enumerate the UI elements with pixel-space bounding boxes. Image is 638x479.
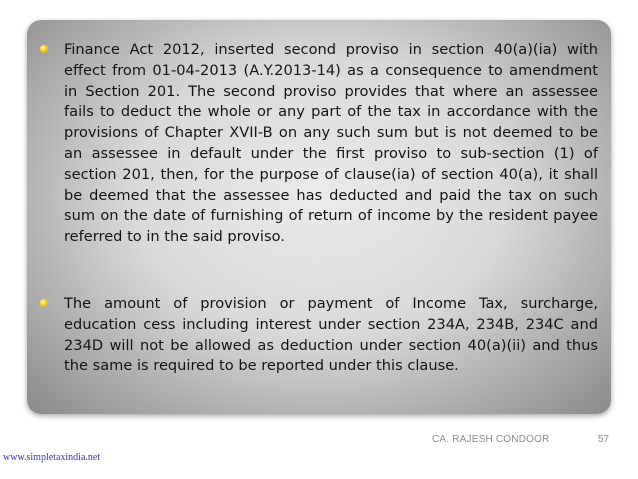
bullet-text-1: Finance Act 2012, inserted second proviso in section 40(a)(ia) with effect from 01-04-2013 (A.Y.2013-14) as a consequence to amendment in Section 201. The second proviso provides that where an assessee fails to deduct the whole or any part of the tax in accordance with the provisions of Chapter XVII-B on any such sum but is not deemed to be an assessee in default under the first proviso to sub-section (1) of section 201, then, for the purpose of clause(ia) of section 40(a), it shall be deemed that the assessee has deducted and paid the tax on such sum on the date of furnishing of return of income by the resident payee referred to in the said proviso. (64, 41, 598, 246)
website-link[interactable]: www.simpletaxindia.net (3, 452, 101, 463)
bullet-dot-icon (40, 45, 48, 53)
page-number: 57 (598, 434, 610, 445)
footer-author: CA. RAJESH CONDOOR (432, 434, 550, 445)
bullet-text-2: The amount of provision or payment of Income Tax, surcharge, education cess including interest under section 234A, 234B, 234C and 234D will not be allowed as deduction under section 40(a)(ii) and thus the same is required to be reported under this clause. (64, 295, 598, 375)
content-panel (27, 20, 611, 414)
bullet-dot-icon (40, 299, 48, 307)
